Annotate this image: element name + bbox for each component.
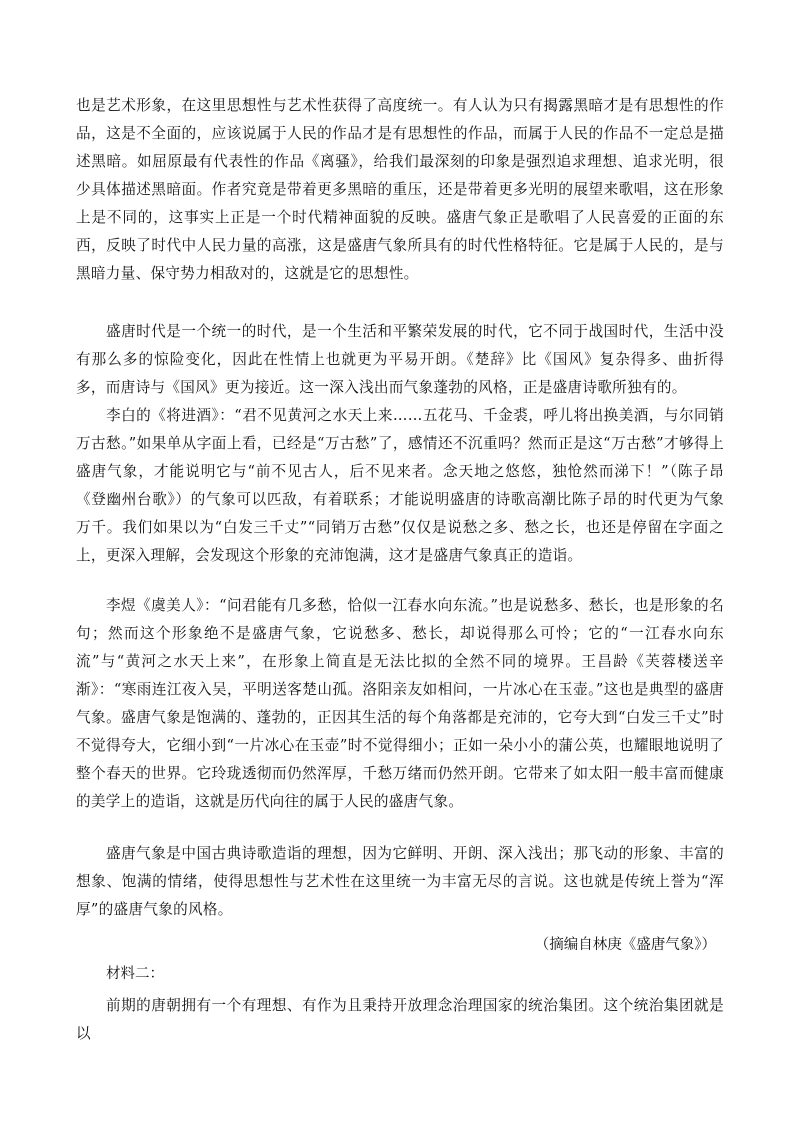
source-citation: （摘编自林庚《盛唐气象》） <box>534 937 716 953</box>
material1-paragraph-3: 李白的《将进酒》：“君不见黄河之水天上来……五花马、千金裘，呼儿将出换美酒，与尔同销万古愁。”如果单从字面上看，已经是“万古愁”了，感情还不沉重吗？然而正是这“万古愁”才够得上盛唐气象，才能说明它与“前不见古人，后不见来者。念天地之悠悠，独怆然而涕下！”（陈子昂《登幽州台歌》）的气象可以匹敌，有着联系；才能说明盛唐的诗歌高潮比陈子昂的时代更为气象万千。我们如果以为“白发三千丈”“同销万古愁”仅仅是说愁之多、愁之长，也还是停留在字面之上，更深入理解，会发现这个形象的充沛饱满，这才是盛唐气象真正的造诣。 <box>76 407 724 564</box>
material1-paragraph-2: 盛唐时代是一个统一的时代，是一个生活和平繁荣发展的时代，它不同于战国时代，生活中没有那么多的惊险变化，因此在性情上也就更为平易开朗。《楚辞》比《国风》复杂得多、曲折得多，而唐诗与《国风》更为接近。这一深入浅出而气象蓬勃的风格，正是盛唐诗歌所独有的。 <box>76 323 724 396</box>
material2-paragraph-1: 前期的唐朝拥有一个有理想、有作为且秉持开放理念治理国家的统治集团。这个统治集团就是以 <box>76 997 724 1042</box>
material2-heading: 材料二： <box>106 966 164 982</box>
material1-paragraph-1: 也是艺术形象，在这里思想性与艺术性获得了高度统一。有人认为只有揭露黑暗才是有思想性的作品，这是不全面的，应该说属于人民的作品才是有思想性的作品，而属于人民的作品不一定总是描述黑暗。如屈原最有代表性的作品《离骚》，给我们最深刻的印象是强烈追求理想、追求光明，很少具体描述黑暗面。作者究竟是带着更多黑暗的重压，还是带着更多光明的展望来歌唱，这在形象上是不同的，这事实上正是一个时代精神面貌的反映。盛唐气象正是歌唱了人民喜爱的正面的东西，反映了时代中人民力量的高涨，这是盛唐气象所具有的时代性格特征。它是属于人民的，是与黑暗力量、保守势力相敌对的，这就是它的思想性。 <box>76 97 724 282</box>
material1-paragraph-5: 盛唐气象是中国古典诗歌造诣的理想，因为它鲜明、开朗、深入浅出；那飞动的形象、丰富的想象、饱满的情绪，使得思想性与艺术性在这里统一为丰富无尽的言说。这也就是传统上誉为“浑厚”的盛唐气象的风格。 <box>76 845 724 918</box>
material1-paragraph-4: 李煜《虞美人》：“问君能有几多愁，恰似一江春水向东流。”也是说愁多、愁长，也是形象的名句；然而这个形象绝不是盛唐气象，它说愁多、愁长，却说得那么可怜；它的“一江春水向东流”与“黄河之水天上来”，在形象上简直是无法比拟的全然不同的境界。王昌龄《芙蓉楼送辛渐》：“寒雨连江夜入吴，平明送客楚山孤。洛阳亲友如相问，一片冰心在玉壶。”这也是典型的盛唐气象。盛唐气象是饱满的、蓬勃的，正因其生活的每个角落都是充沛的，它夸大到“白发三千丈”时不觉得夸大，它细小到“一片冰心在玉壶”时不觉得细小；正如一朵小小的蒲公英，也耀眼地说明了整个春天的世界。它玲珑透彻而仍然浑厚，千愁万绪而仍然开朗。它带来了如太阳一般丰富而健康的美学上的造诣，这就是历代向往的属于人民的盛唐气象。 <box>76 597 724 810</box>
